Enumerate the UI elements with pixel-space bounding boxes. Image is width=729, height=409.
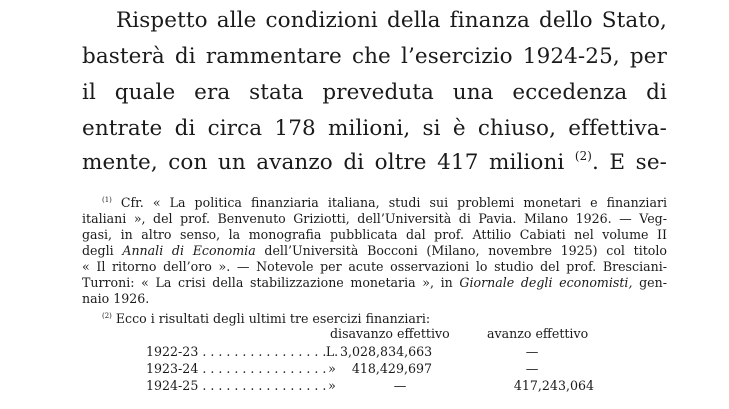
row-year: 1922-23 . . . . . . . . . . . . . . . . [146,344,327,359]
footnote-1-line-2: italiani », del prof. Benvenuto Griziotti, dell’Università di Pavia. Milano 1926. — Veg- [82,211,667,226]
footnote-2-intro-text: Ecco i risultati degli ultimi tre esercizi finanziari: [115,311,431,326]
footnote-1-line-6 [82,275,667,291]
row-currency: » [328,361,336,376]
body-line-5-text: mente, con un avanzo di oltre 417 milioni [82,150,565,175]
row-currency: » [328,378,336,393]
body-line-4: entrate di circa 178 milioni, si è chiuso, effettiva- [82,116,667,141]
row-disavanzo: 418,429,697 [351,361,432,376]
body-line-2: basterà di rammentare che l’esercizio 1924-25, per [82,44,667,69]
footnote-1-text-6b: gen- [639,275,667,290]
row-avanzo: 417,243,064 [513,378,594,393]
row-year: 1924-25 . . . . . . . . . . . . . . . . [146,378,327,393]
table-header-avanzo: avanzo effettivo [487,326,589,341]
row-disavanzo: — [393,378,407,393]
footnote-1-line-1 [102,195,667,211]
row-avanzo: — [525,344,539,359]
footnote-1-text-4a: degli [82,243,114,258]
footnote-1-marker: (1) [102,195,112,204]
footnote-1-journal-title: Annali di Economia [122,243,256,258]
footnote-2-intro [102,311,667,327]
footnote-2-marker: (2) [102,311,112,320]
footnote-1-text-4b: dell’Università Bocconi (Milano, novembre 1925) col titolo [264,243,667,258]
footnote-1-text-6a: Turroni: « La crisi della stabilizzazione monetaria », in [82,275,453,290]
footnote-1-line-3: gasi, in altro senso, la monografia pubblicata dal prof. Attilio Cabiati nel volume II [82,227,667,242]
table-row [0,361,729,377]
row-disavanzo: 3,028,834,663 [340,344,433,359]
row-currency: L. [325,344,339,359]
footnote-1-line-7: naio 1926. [82,291,150,306]
body-line-5 [82,148,667,178]
footnote-1-text-1: Cfr. « La politica finanziaria italiana, studi sui problemi monetari e finanziari [120,195,667,210]
table-row [0,378,729,394]
table-header-disavanzo: disavanzo effettivo [330,326,450,341]
footnote-1-journal-name: Giornale degli economisti, [459,275,633,290]
row-year: 1923-24 . . . . . . . . . . . . . . . . [146,361,327,376]
body-line-1: Rispetto alle condizioni della finanza dello Stato, [116,8,667,33]
body-line-3: il quale era stata preveduta una eccedenza di [82,80,667,105]
footnote-ref-2: (2) [574,149,592,164]
footnote-1-line-5: « Il ritorno dell’oro ». — Notevole per acute osservazioni lo studio del prof. Bresciani- [82,259,667,274]
row-avanzo: — [525,361,539,376]
table-row [0,344,729,360]
body-line-5-tail: . E se- [591,150,668,175]
footnote-1-line-4 [82,243,667,259]
